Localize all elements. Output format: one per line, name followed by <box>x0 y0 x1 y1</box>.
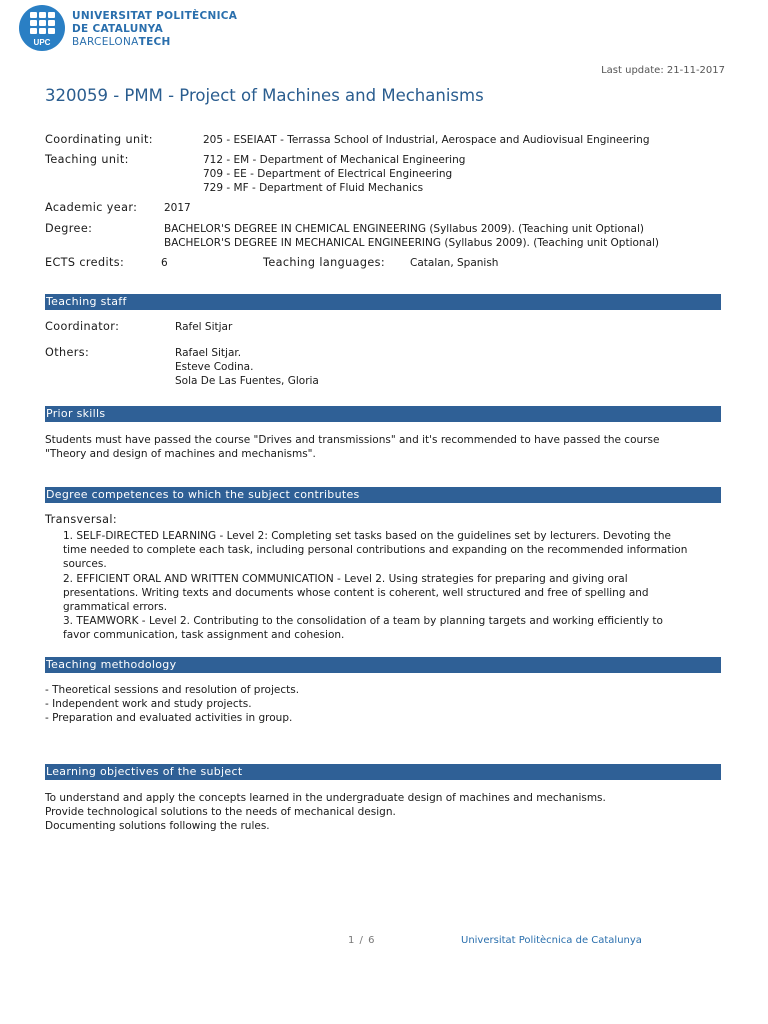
logo-line-3a: BARCELONA <box>72 36 139 48</box>
methodology-item: - Independent work and study projects. <box>45 698 252 711</box>
objective-item: To understand and apply the concepts learned in the undergraduate design of machines and mechanisms. <box>45 792 606 804</box>
competence-line: presentations. Writing texts and documents whose content is coherent, well structured and free of spelling and <box>63 586 649 599</box>
last-update: Last update: 21-11-2017 <box>601 65 725 76</box>
teaching-unit-item: 712 - EM - Department of Mechanical Engineering <box>203 154 466 166</box>
coordinating-unit-value: 205 - ESEIAAT - Terrassa School of Industrial, Aerospace and Audiovisual Engineering <box>203 134 650 146</box>
prior-skills-text <box>45 433 735 461</box>
page-number: 1 / 6 <box>348 935 376 946</box>
logo-line-2: DE CATALUNYA <box>72 23 163 35</box>
competence-line: favor communication, task assignment and cohesion. <box>63 629 345 642</box>
competence-line: sources. <box>63 558 107 571</box>
section-prior-skills: Prior skills <box>45 406 721 422</box>
staff-member: Sola De Las Fuentes, Gloria <box>175 375 319 387</box>
teaching-unit-item: 729 - MF - Department of Fluid Mechanics <box>203 182 424 194</box>
languages-value: Catalan, Spanish <box>410 257 499 269</box>
logo-wordmark <box>72 10 237 49</box>
academic-year-value: 2017 <box>164 202 191 214</box>
staff-member: Rafael Sitjar. <box>175 347 242 359</box>
objective-item: Documenting solutions following the rules. <box>45 820 270 833</box>
degree-item: BACHELOR'S DEGREE IN CHEMICAL ENGINEERING (Syllabus 2009). (Teaching unit Optional) <box>164 223 644 235</box>
academic-year-label: Academic year: <box>45 201 138 214</box>
coordinator-value: Rafel Sitjar <box>175 321 233 333</box>
logo-line-3b: TECH <box>138 36 171 48</box>
competence-line: 3. TEAMWORK - Level 2. Contributing to the consolidation of a team by planning targets and working efficiently to <box>63 615 663 628</box>
logo-badge-text: UPC <box>33 38 51 47</box>
coordinator-label: Coordinator: <box>45 320 120 333</box>
degree-label: Degree: <box>45 222 93 235</box>
section-teaching-staff: Teaching staff <box>45 294 721 310</box>
degree-values <box>164 222 659 250</box>
languages-label: Teaching languages: <box>263 256 386 269</box>
ects-label: ECTS credits: <box>45 256 125 269</box>
competences-list <box>45 529 753 643</box>
others-label: Others: <box>45 346 90 359</box>
footer-university: Universitat Politècnica de Catalunya <box>461 935 642 946</box>
page-title: 320059 - PMM - Project of Machines and Mechanisms <box>45 86 484 105</box>
methodology-list <box>45 683 735 726</box>
prior-skills-line: "Theory and design of machines and mechanisms". <box>45 448 316 461</box>
ects-value: 6 <box>161 257 168 269</box>
objective-item: Provide technological solutions to the needs of mechanical design. <box>45 806 396 819</box>
others-list <box>175 346 319 388</box>
competence-line: 1. SELF-DIRECTED LEARNING - Level 2: Completing set tasks based on the guidelines set by lecturers. Devoting the <box>63 530 672 542</box>
teaching-unit-label: Teaching unit: <box>45 153 129 166</box>
competence-line: 2. EFFICIENT ORAL AND WRITTEN COMMUNICATION - Level 2. Using strategies for preparing and giving oral <box>63 572 628 585</box>
upc-seal-icon <box>18 4 66 52</box>
logo-line-3 <box>72 36 237 49</box>
teaching-unit-values <box>203 153 465 195</box>
methodology-item: - Theoretical sessions and resolution of projects. <box>45 684 300 696</box>
section-competences: Degree competences to which the subject contributes <box>45 487 721 503</box>
teaching-unit-item: 709 - EE - Department of Electrical Engineering <box>203 168 453 180</box>
prior-skills-line: Students must have passed the course "Drives and transmissions" and it's recommended to have passed the course <box>45 434 660 446</box>
logo-line-1: UNIVERSITAT POLITÈCNICA <box>72 10 238 22</box>
competence-line: grammatical errors. <box>63 601 168 614</box>
objectives-list <box>45 791 735 834</box>
section-methodology: Teaching methodology <box>45 657 721 673</box>
coordinating-unit-label: Coordinating unit: <box>45 133 153 146</box>
competences-subheading: Transversal: <box>45 513 118 526</box>
competence-line: time needed to complete each task, including personal contributions and expanding on the recommended information <box>63 544 688 557</box>
methodology-item: - Preparation and evaluated activities in group. <box>45 712 293 725</box>
staff-member: Esteve Codina. <box>175 361 254 373</box>
section-objectives: Learning objectives of the subject <box>45 764 721 780</box>
degree-item: BACHELOR'S DEGREE IN MECHANICAL ENGINEERING (Syllabus 2009). (Teaching unit Optional) <box>164 237 660 249</box>
